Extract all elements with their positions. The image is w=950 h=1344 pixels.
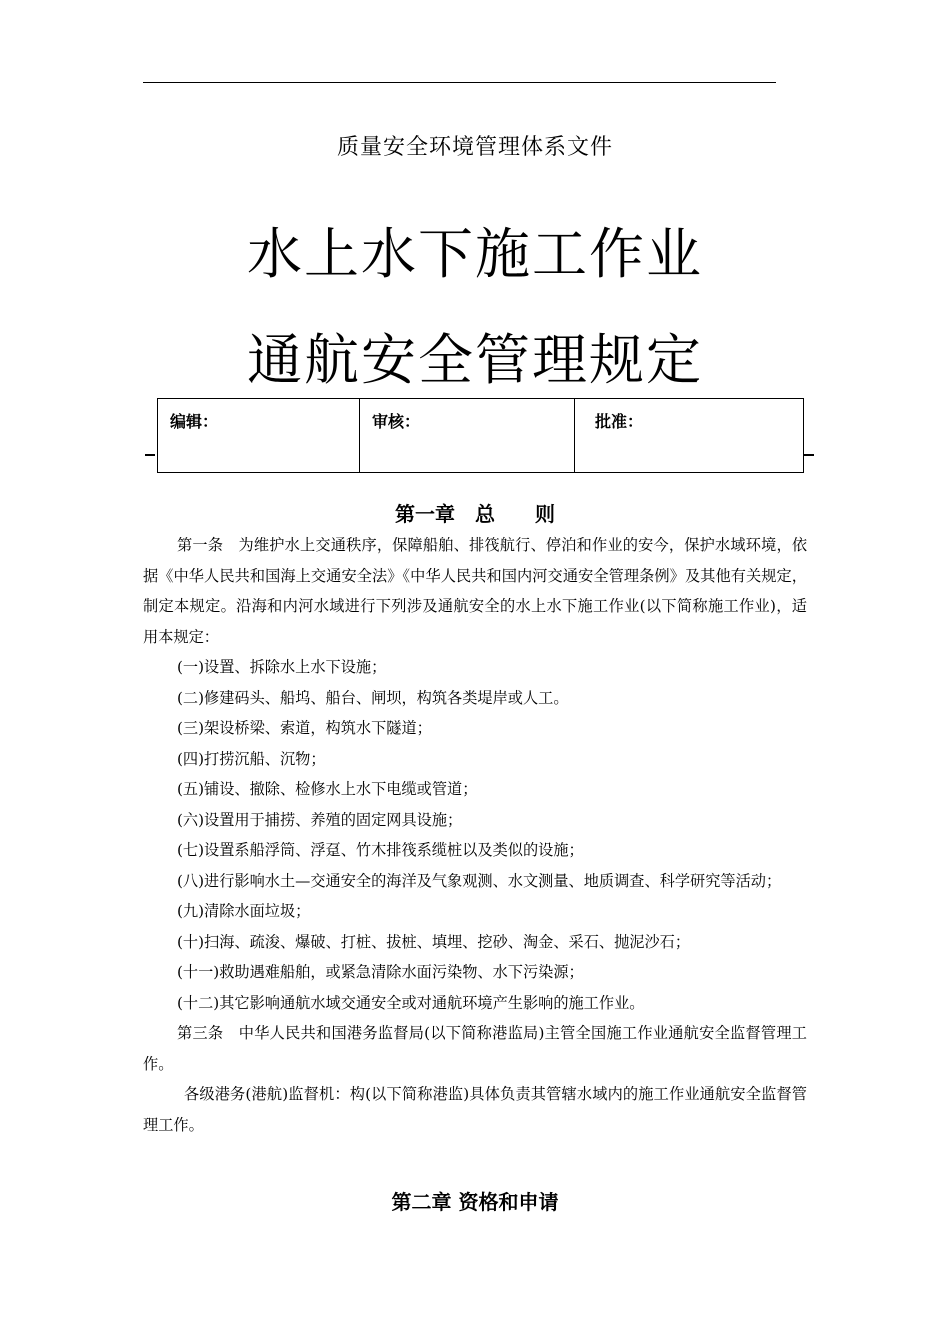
list-item: (二)修建码头、船坞、船台、闸坝，构筑各类堤岸或人工。 [177, 688, 569, 707]
approver-cell: 批准： [575, 399, 804, 473]
document-system-label: 质量安全环境管理体系文件 [336, 135, 613, 160]
chapter-1-heading: 第一章 总 则 [395, 502, 555, 526]
editor-cell: 编辑： [158, 399, 360, 473]
list-item: (九)清除水面垃圾； [177, 902, 311, 920]
left-rule-mark [145, 454, 155, 456]
article-3-paragraph: 各级港务(港航)监督机：构(以下简称港监)具体负责其管辖水域内的施工作业通航安全监督管理工作。 [143, 1085, 807, 1134]
article-1: 第一条 为维护水上交通秩序，保障船舶、排筏航行、停泊和作业的安今，保护水域环境，依据《中华人民共和国海上交通安全法》《中华人民共和国内河交通安全管理条例》及其他有关规定，制定本规定。沿海和内河水域进行下列涉及通航安全的水上水下施工作业(以下简称施工作业)，适用本规定： [143, 536, 807, 646]
reviewer-cell: 审核： [360, 399, 575, 473]
list-item: (八)进行影响水土—交通安全的海洋及气象观测、水文测量、地质调查、科学研究等活动； [177, 871, 782, 890]
document-title-line-2: 通航安全管理规定 [246, 328, 703, 392]
approval-table [157, 398, 804, 473]
list-item: (五)铺设、撤除、检修水上水下电缆或管道； [177, 780, 478, 798]
list-item: (六)设置用于捕捞、养殖的固定网具设施； [177, 810, 463, 829]
chapter-2-heading: 第二章 资格和申请 [391, 1190, 559, 1214]
list-item: (十一)救助遇难船舶，或紧急清除水面污染物、水下污染源； [177, 963, 584, 981]
header-rule [143, 82, 776, 83]
document-body [143, 530, 807, 1140]
right-rule-mark [804, 454, 814, 456]
document-title-line-1: 水上水下施工作业 [246, 222, 703, 286]
article-3: 第三条 中华人民共和国港务监督局(以下简称港监局)主管全国施工作业通航安全监督管理工作。 [143, 1024, 807, 1073]
list-item: (一)设置、拆除水上水下设施； [177, 658, 387, 676]
list-item: (十)扫海、疏浚、爆破、打桩、拔桩、填埋、挖砂、淘金、采石、抛泥沙石； [177, 932, 691, 951]
list-item: (十二)其它影响通航水域交通安全或对通航环境产生影响的施工作业。 [177, 993, 645, 1012]
list-item: (三)架设桥梁、索道，构筑水下隧道； [177, 719, 432, 737]
list-item: (七)设置系船浮筒、浮趸、竹木排筏系缆桩以及类似的设施； [177, 841, 584, 859]
list-item: (四)打捞沉船、沉物； [177, 749, 326, 768]
